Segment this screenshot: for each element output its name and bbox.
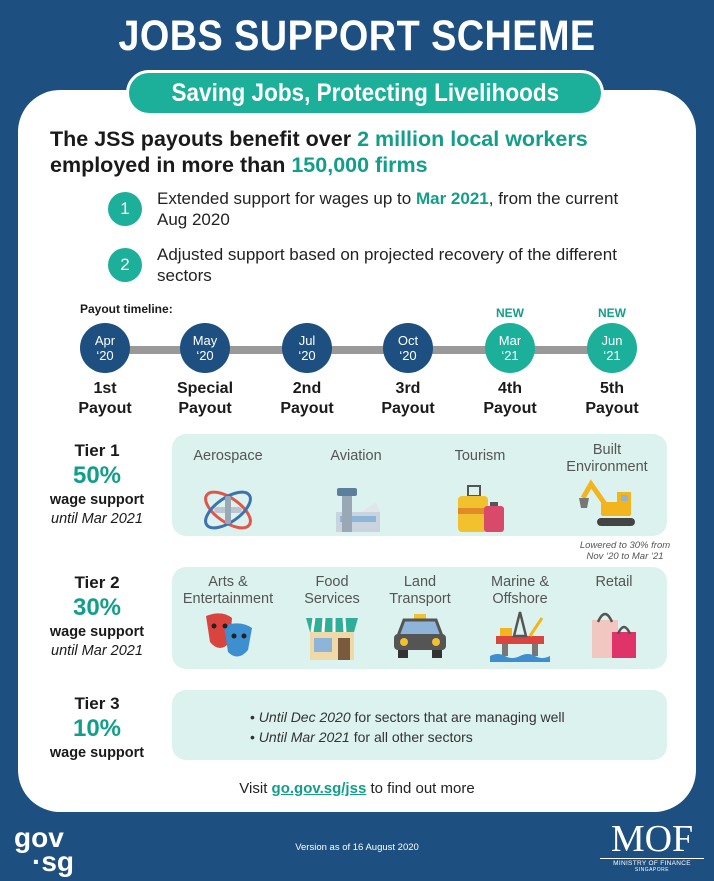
point-number: 1	[108, 192, 142, 226]
list-item: • Until Dec 2020 for sectors that are managing well	[250, 709, 565, 725]
timeline-date: Mar ‘21	[485, 323, 535, 373]
jss-link[interactable]: go.gov.sg/jss	[271, 780, 367, 797]
subtitle-banner	[126, 70, 604, 116]
tier-until: until Mar 2021	[51, 643, 143, 659]
visit-line	[0, 780, 714, 797]
new-badge: NEW	[598, 306, 626, 320]
point-highlight: Mar 2021	[415, 189, 489, 208]
excavator-icon	[577, 478, 637, 530]
point-text	[157, 188, 628, 230]
headline-part2: employed in more than	[50, 153, 286, 177]
tier-name: Tier 1	[74, 441, 120, 460]
tier-percentage: 50%	[72, 462, 122, 489]
sector-aerospace: Aerospace	[180, 448, 276, 536]
tier-until: until Mar 2021	[51, 511, 143, 527]
timeline-node	[353, 323, 463, 419]
oil-rig-icon	[490, 610, 550, 662]
payout-label: 2nd Payout	[280, 380, 334, 417]
tier-2-panel	[172, 567, 667, 669]
headline-firms: 150,000 firms	[291, 153, 428, 177]
payout-label: 4th Payout	[483, 380, 537, 417]
tier-1-panel	[172, 434, 667, 536]
tier-name: Tier 3	[74, 694, 120, 713]
timeline-date: Oct ‘20	[383, 323, 433, 373]
page-title: JOBS SUPPORT SCHEME	[118, 12, 596, 60]
tier-note: Lowered to 30% from Nov ‘20 to Mar ‘21	[579, 540, 671, 562]
timeline-label: Payout timeline:	[80, 302, 173, 316]
shop-icon	[302, 610, 362, 662]
timeline-date: Jul ‘20	[282, 323, 332, 373]
payout-label: 3rd Payout	[381, 380, 435, 417]
new-badge: NEW	[496, 306, 524, 320]
sector-arts: Arts & Entertainment	[176, 574, 280, 662]
timeline-node	[50, 323, 160, 419]
visit-post: to find out more	[370, 780, 475, 797]
tier-2-info	[36, 572, 158, 661]
headline	[50, 126, 680, 178]
theatre-masks-icon	[198, 610, 258, 662]
tier-wage-support: wage support	[49, 624, 145, 640]
tier-3-info	[36, 693, 158, 763]
visit-pre: Visit	[239, 780, 268, 797]
point-number: 2	[108, 248, 142, 282]
tier-percentage: 30%	[72, 594, 122, 621]
point-text-post: , from the current Aug 2020	[157, 189, 619, 229]
sector-marine-offshore: Marine & Offshore	[472, 574, 568, 662]
timeline-node	[252, 323, 362, 419]
sector-food-services: Food Services	[284, 574, 380, 662]
headline-workers: 2 million local workers	[357, 127, 588, 151]
tier-wage-support: wage support	[49, 492, 145, 508]
subtitle-text: Saving Jobs, Protecting Livelihoods	[171, 78, 559, 107]
payout-label: 1st Payout	[78, 380, 132, 417]
point-text-pre: Extended support for wages up to	[157, 189, 412, 208]
list-item: • Until Mar 2021 for all other sectors	[250, 729, 473, 745]
shopping-bags-icon	[584, 610, 644, 662]
luggage-icon	[450, 484, 510, 536]
point-2	[108, 244, 628, 286]
point-text: Adjusted support based on projected recovery of the different sectors	[157, 245, 617, 285]
payout-label: 5th Payout	[585, 380, 639, 417]
point-1	[108, 188, 628, 230]
timeline-node	[150, 323, 260, 419]
tier-3-list	[250, 707, 565, 747]
timeline-date: Jun ‘21	[587, 323, 637, 373]
timeline-node	[557, 323, 667, 419]
timeline-date: May ‘20	[180, 323, 230, 373]
headline-part1: The JSS payouts benefit over	[50, 127, 352, 151]
version-text: Version as of 16 August 2020	[295, 842, 419, 853]
control-tower-icon	[326, 484, 386, 536]
satellite-icon	[198, 484, 258, 536]
sector-land-transport: Land Transport	[372, 574, 468, 662]
timeline-node	[455, 323, 565, 419]
sector-aviation: Aviation	[308, 448, 404, 536]
tier-name: Tier 2	[74, 573, 120, 592]
tier-wage-support: wage support	[49, 745, 145, 761]
mof-logo: MOF MINISTRY OF FINANCE SINGAPORE	[600, 820, 704, 873]
tier-percentage: 10%	[72, 715, 122, 742]
gov-sg-logo: gov ·sg	[14, 822, 74, 877]
payout-label: Special Payout	[176, 380, 234, 417]
sector-built-environment: Built Environment	[552, 442, 662, 530]
timeline-date: Apr ‘20	[80, 323, 130, 373]
tier-1-info	[36, 440, 158, 529]
sector-retail: Retail	[566, 574, 662, 662]
sector-tourism: Tourism	[432, 448, 528, 536]
taxi-icon	[390, 610, 450, 662]
